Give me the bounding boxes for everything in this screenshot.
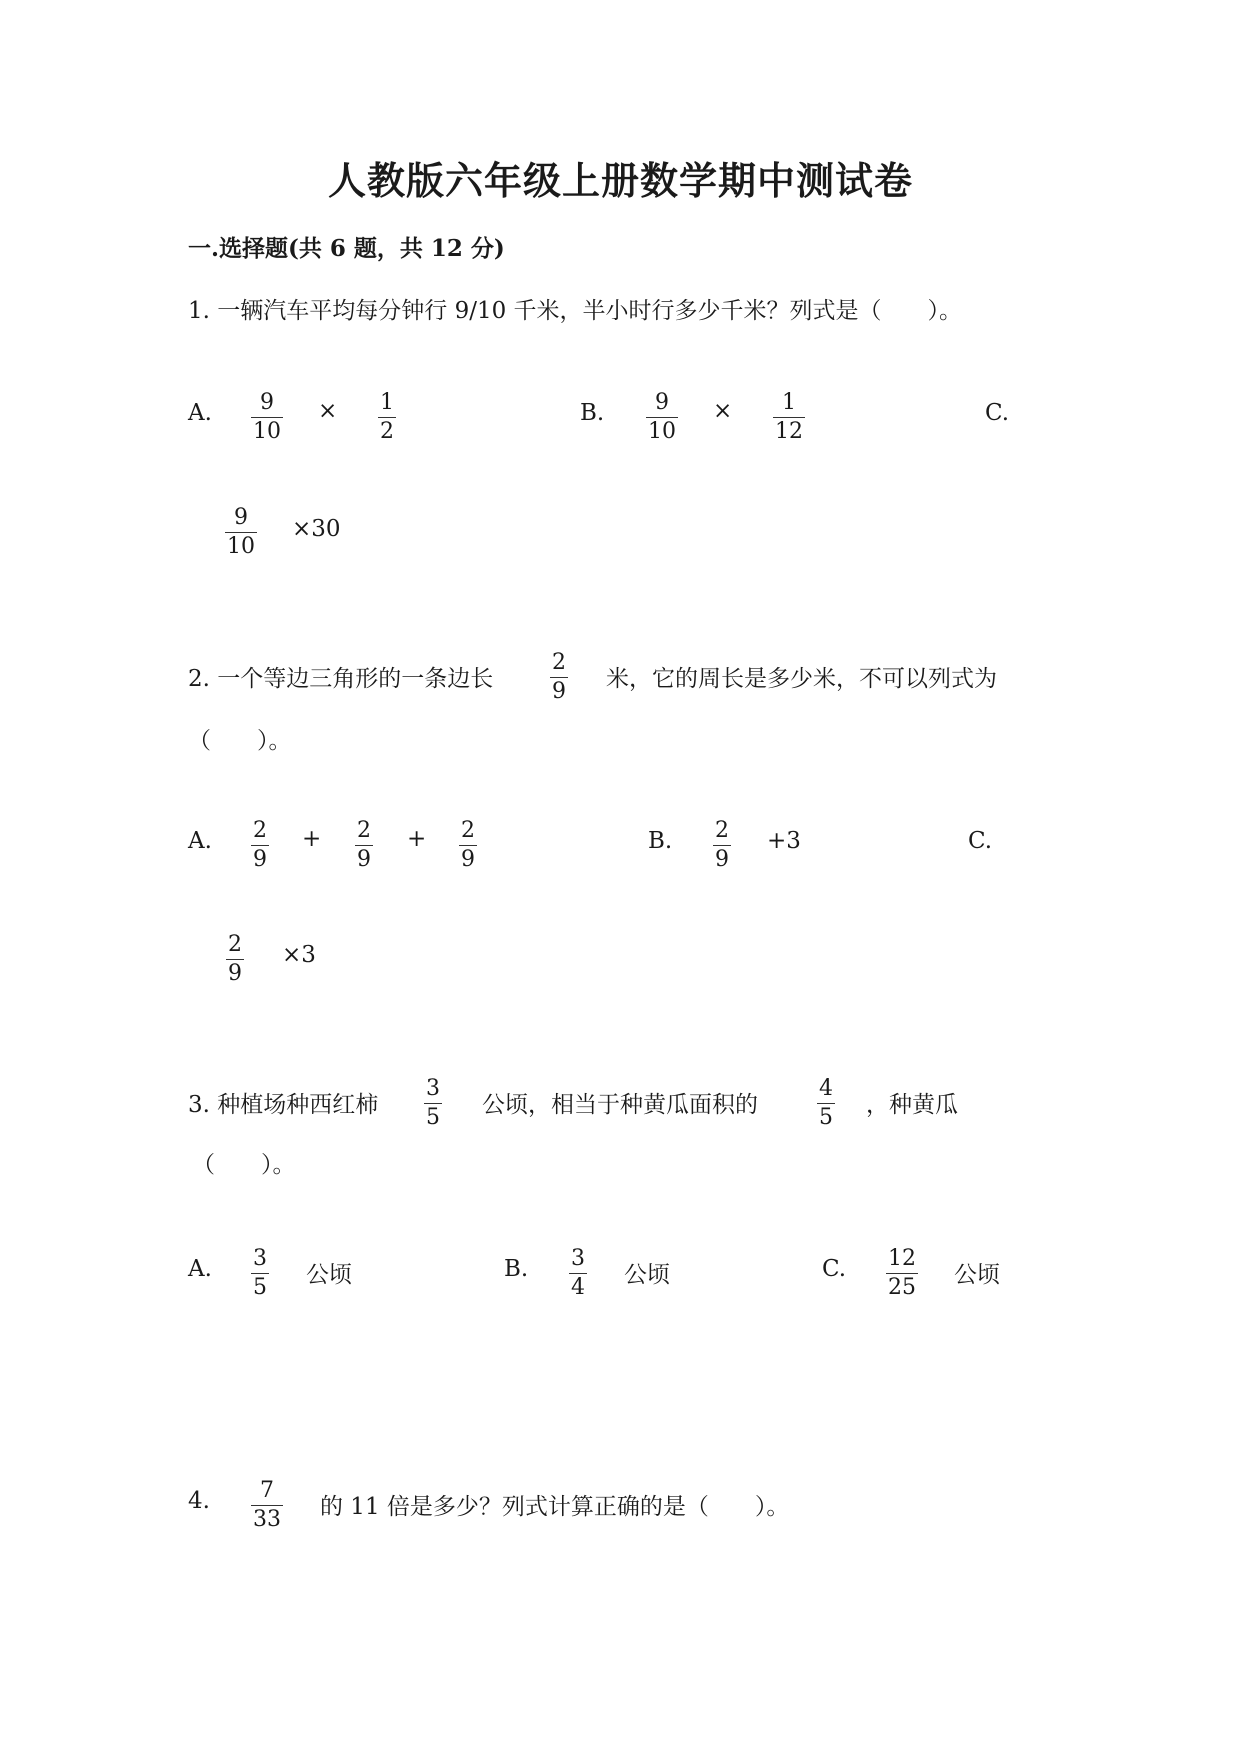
question-4-text: 的 11 倍是多少？列式计算正确的是（ ）。 <box>320 1494 790 1520</box>
question-3-text-end: ，种黄瓜 <box>866 1092 958 1118</box>
question-3-text-line-2: （ ）。 <box>192 1152 296 1178</box>
q2-option-a-fraction-2: 2 9 <box>357 818 371 872</box>
question-2-text-start: 2. 一个等边三角形的一条边长 <box>188 666 494 692</box>
q3-option-b-unit: 公顷 <box>624 1262 670 1288</box>
question-1-text: 1. 一辆汽车平均每分钟行 9/10 千米，半小时行多少千米？列式是（ ）。 <box>188 298 963 324</box>
q1-option-a-fraction-1: 9 10 <box>253 390 281 444</box>
q1-option-c-fraction: 9 10 <box>227 505 255 559</box>
q4-fraction: 7 33 <box>253 1478 281 1532</box>
q2-option-c-tail: ×3 <box>282 942 316 968</box>
q2-option-a-label: A. <box>188 828 212 854</box>
q1-option-b-fraction-1: 9 10 <box>648 390 676 444</box>
q2-option-a-fraction-1: 2 9 <box>253 818 267 872</box>
q3-fraction-2: 4 5 <box>819 1076 833 1130</box>
q2-option-a-plus-1: + <box>302 826 322 852</box>
q2-fraction: 2 9 <box>552 650 566 704</box>
q3-option-a-unit: 公顷 <box>306 1262 352 1288</box>
q3-option-b-fraction: 3 4 <box>571 1246 585 1300</box>
q1-option-a-operator: × <box>318 398 338 424</box>
q2-option-c-label: C. <box>968 828 993 854</box>
question-2-text-end: 米，它的周长是多少米，不可以列式为 <box>606 666 997 692</box>
q1-option-b-label: B. <box>580 400 605 426</box>
section-heading: 一.选择题(共 6 题，共 12 分) <box>188 235 505 262</box>
question-2-text-line-2: （ ）。 <box>188 728 292 754</box>
q2-option-a-fraction-3: 2 9 <box>461 818 475 872</box>
q3-option-c-fraction: 12 25 <box>888 1246 916 1300</box>
q3-option-c-label: C. <box>822 1256 847 1282</box>
question-3-text-middle: 公顷，相当于种黄瓜面积的 <box>482 1092 758 1118</box>
q3-fraction-1: 3 5 <box>426 1076 440 1130</box>
q1-option-b-operator: × <box>713 398 733 424</box>
q1-option-a-label: A. <box>188 400 212 426</box>
q2-option-b-label: B. <box>648 828 673 854</box>
q2-option-b-fraction: 2 9 <box>715 818 729 872</box>
q3-option-a-label: A. <box>188 1256 212 1282</box>
page-title: 人教版六年级上册数学期中测试卷 <box>327 158 913 203</box>
q2-option-c-fraction: 2 9 <box>228 932 242 986</box>
q1-option-c-tail: ×30 <box>292 516 341 542</box>
q1-option-b-fraction-2: 1 12 <box>775 390 803 444</box>
q3-option-c-unit: 公顷 <box>954 1262 1000 1288</box>
q2-option-b-tail: +3 <box>767 828 801 854</box>
q2-option-a-plus-2: + <box>407 826 427 852</box>
q1-option-c-label: C. <box>985 400 1010 426</box>
q3-option-b-label: B. <box>504 1256 529 1282</box>
q3-option-a-fraction: 3 5 <box>253 1246 267 1300</box>
question-4-label: 4. <box>188 1488 210 1514</box>
question-3-text-start: 3. 种植场种西红柿 <box>188 1092 379 1118</box>
q1-option-a-fraction-2: 1 2 <box>380 390 394 444</box>
